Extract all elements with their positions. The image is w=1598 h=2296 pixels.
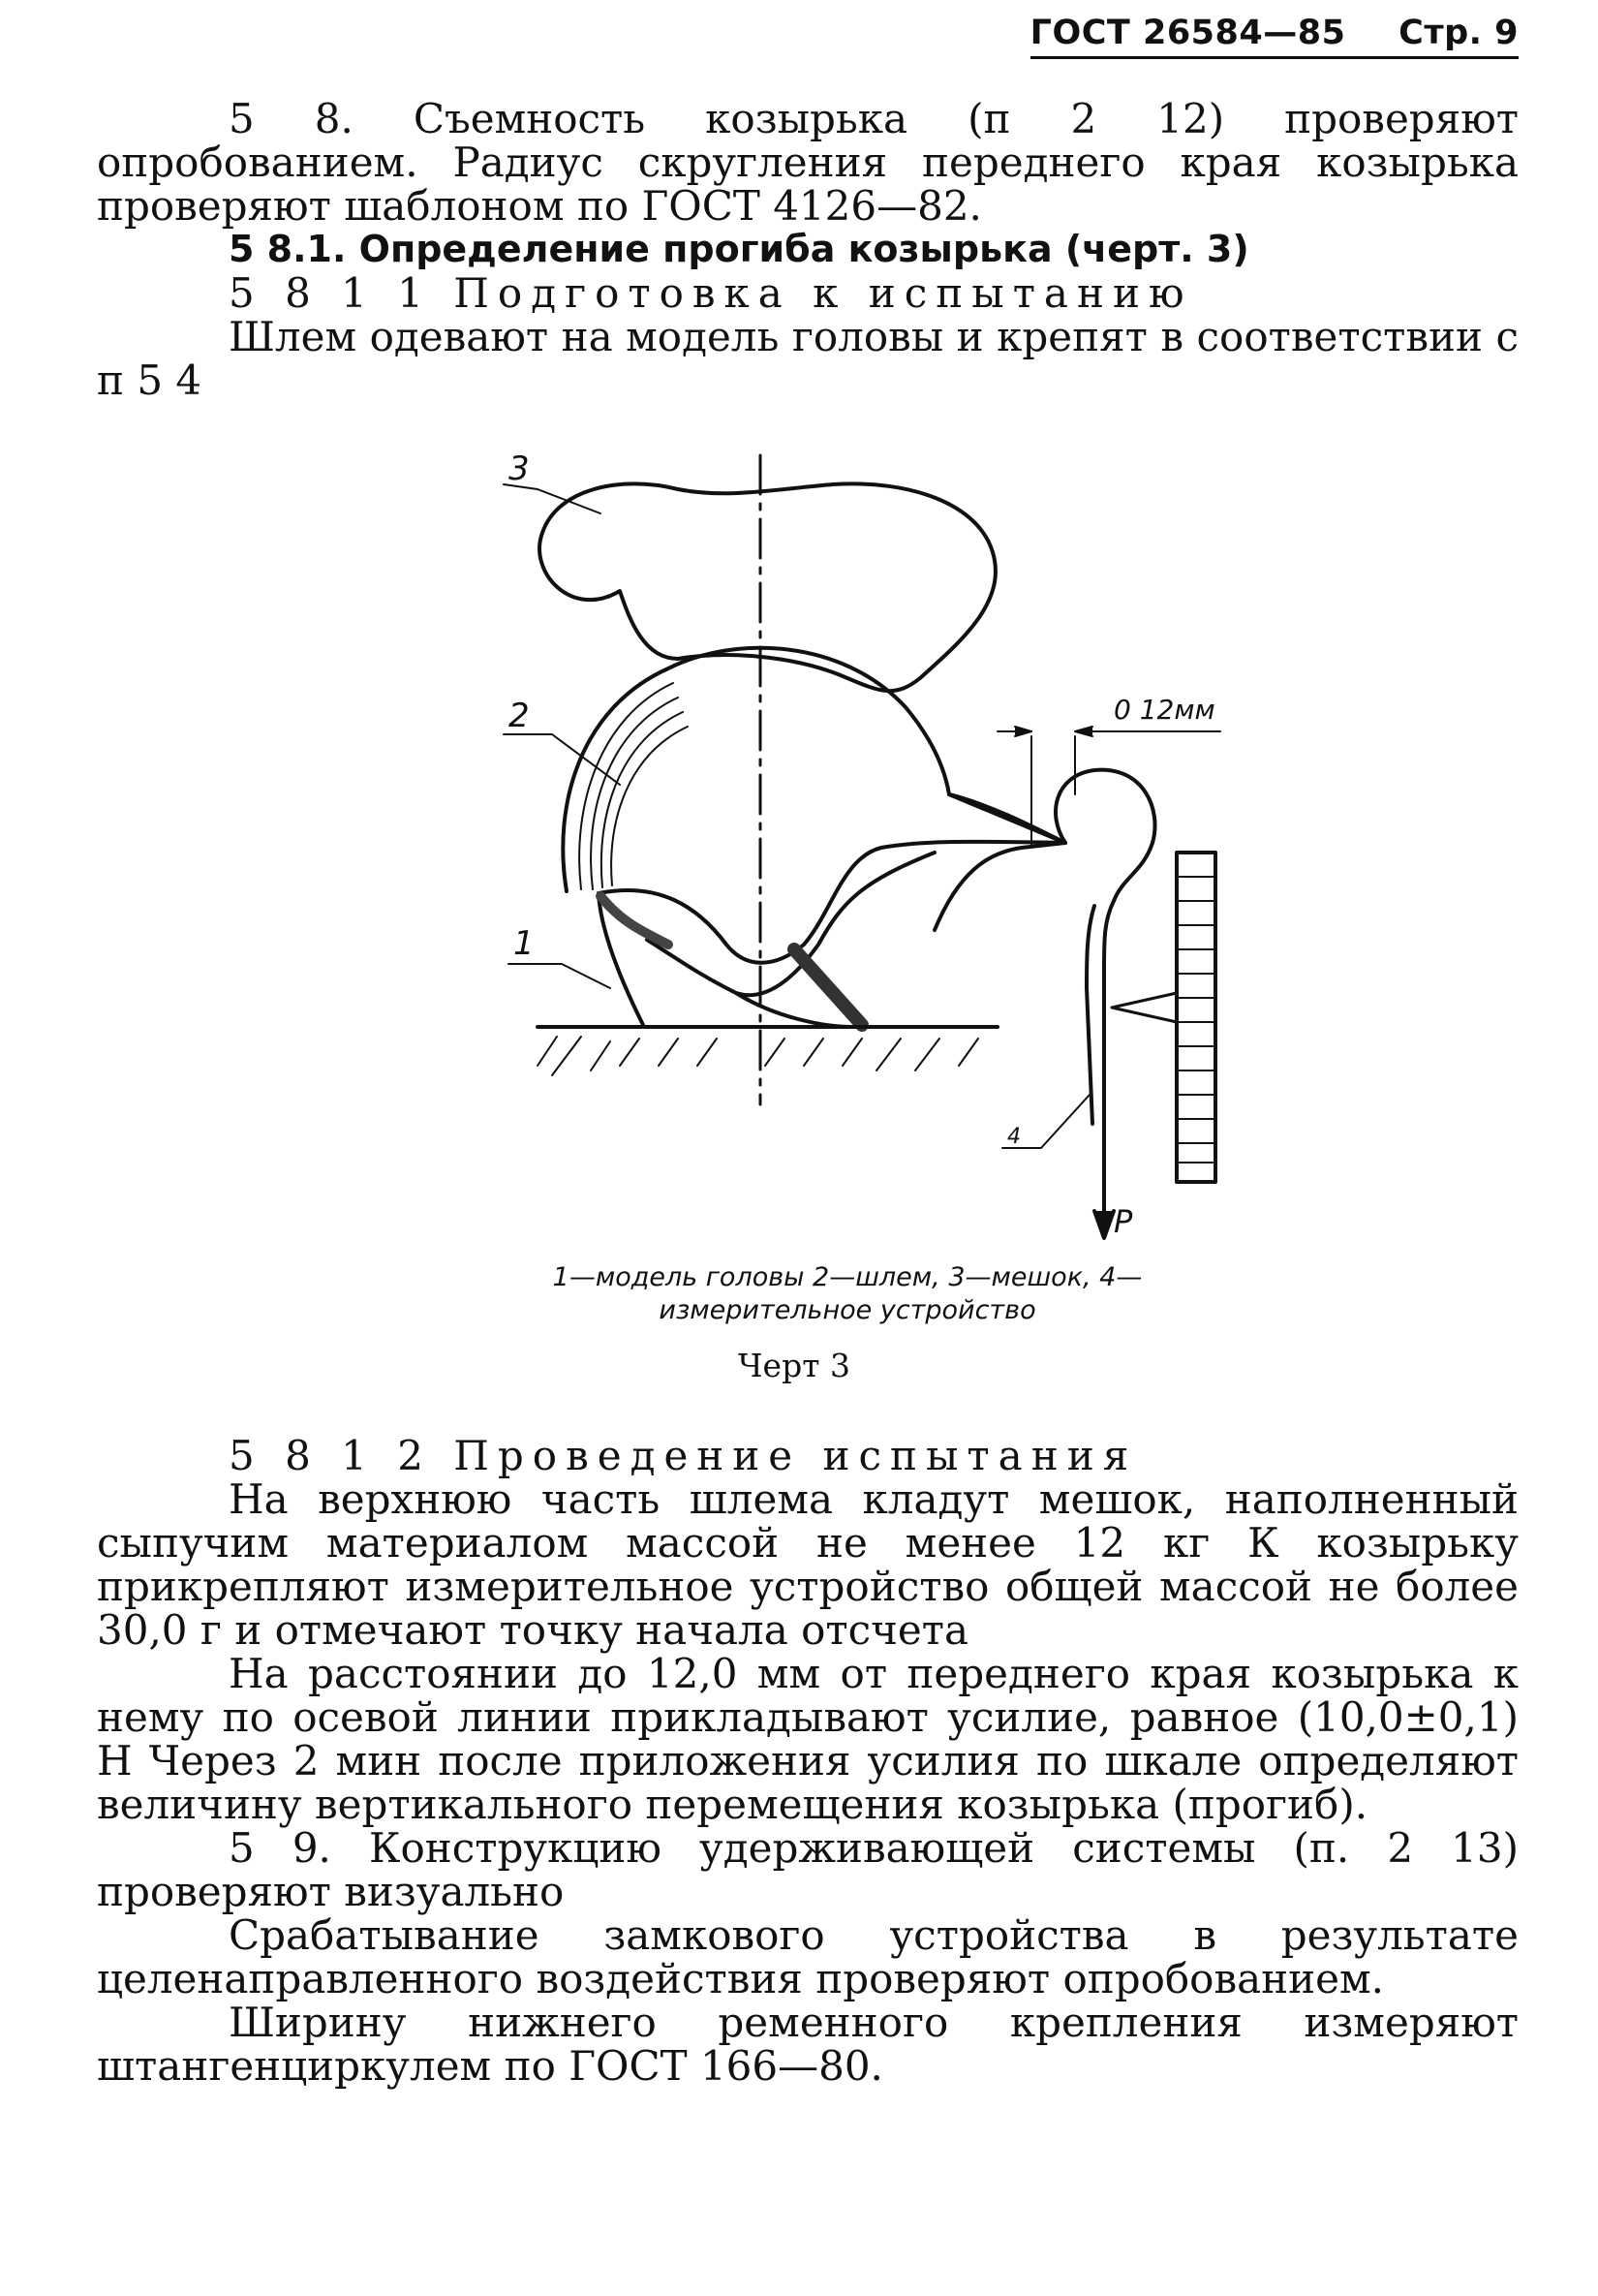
measuring-device	[1056, 770, 1155, 1182]
paragraph-force-application: На расстоянии до 12,0 мм от переднего края козырька к нему по осевой линии прикладывают усилие, равное (10,0±0,1) Н Через 2 мин после приложения усилия по шкале определяют величину вертикального перемещения козырька (прогиб).	[97, 1650, 1519, 1828]
label-4: 4	[1007, 1125, 1021, 1149]
paragraph-mounting: Шлем одевают на модель головы и крепят в соответствии с п 5 4	[97, 313, 1519, 404]
dimension-label: 0 12мм	[1114, 694, 1215, 726]
section-heading-5-8-1: 5 8.1. Определение прогиба козырька (черт. 3)	[229, 228, 1249, 270]
paragraph-test-procedure: На верхнюю часть шлема кладут мешок, наполненный сыпучим материалом массой не менее 12 кг К козырьку прикрепляют измерительное устройство общей массой не более 30,0 г и отмечают точку начала отсчета	[97, 1475, 1519, 1654]
label-1: 1	[513, 924, 535, 963]
paragraph-5-9: 5 9. Конструкцию удерживающей системы (п. 2 13) проверяют визуально	[97, 1824, 1519, 1915]
force-label: P	[1114, 1203, 1133, 1240]
dimension-lines	[998, 727, 1220, 845]
chin-strap	[794, 949, 862, 1025]
label-2: 2	[508, 697, 530, 735]
base-hatching	[538, 1037, 978, 1075]
label-3: 3	[508, 450, 530, 488]
paragraph-lock-device: Срабатывание замкового устройства в результате целенаправленного воздействия проверяют опробованием.	[97, 1911, 1519, 2002]
paragraph-strap-width: Ширину нижнего ременного крепления измеряют штангенциркулем по ГОСТ 166—80.	[97, 1999, 1519, 2090]
bag-outline	[539, 483, 996, 691]
figure-caption: 1—модель головы 2—шлем, 3—мешок, 4—измерительное устройство	[552, 1262, 1143, 1325]
paragraph-5-8: 5 8. Съемность козырька (п 2 12) проверяют опробованием. Радиус скругления переднего края козырька проверяют шаблоном по ГОСТ 4126—82.	[97, 95, 1519, 230]
page-number: Стр. 9	[1398, 14, 1519, 52]
standard-number: ГОСТ 26584—85	[1029, 14, 1346, 52]
text-block-bottom	[97, 1432, 1519, 2090]
subsection-heading-5-8-1-1: 5 8 1 1 Подготовка к испытанию	[229, 269, 1193, 317]
subsection-heading-5-8-1-2: 5 8 1 2 Проведение испытания	[229, 1432, 1138, 1479]
figure-title: Черт 3	[738, 1347, 850, 1384]
